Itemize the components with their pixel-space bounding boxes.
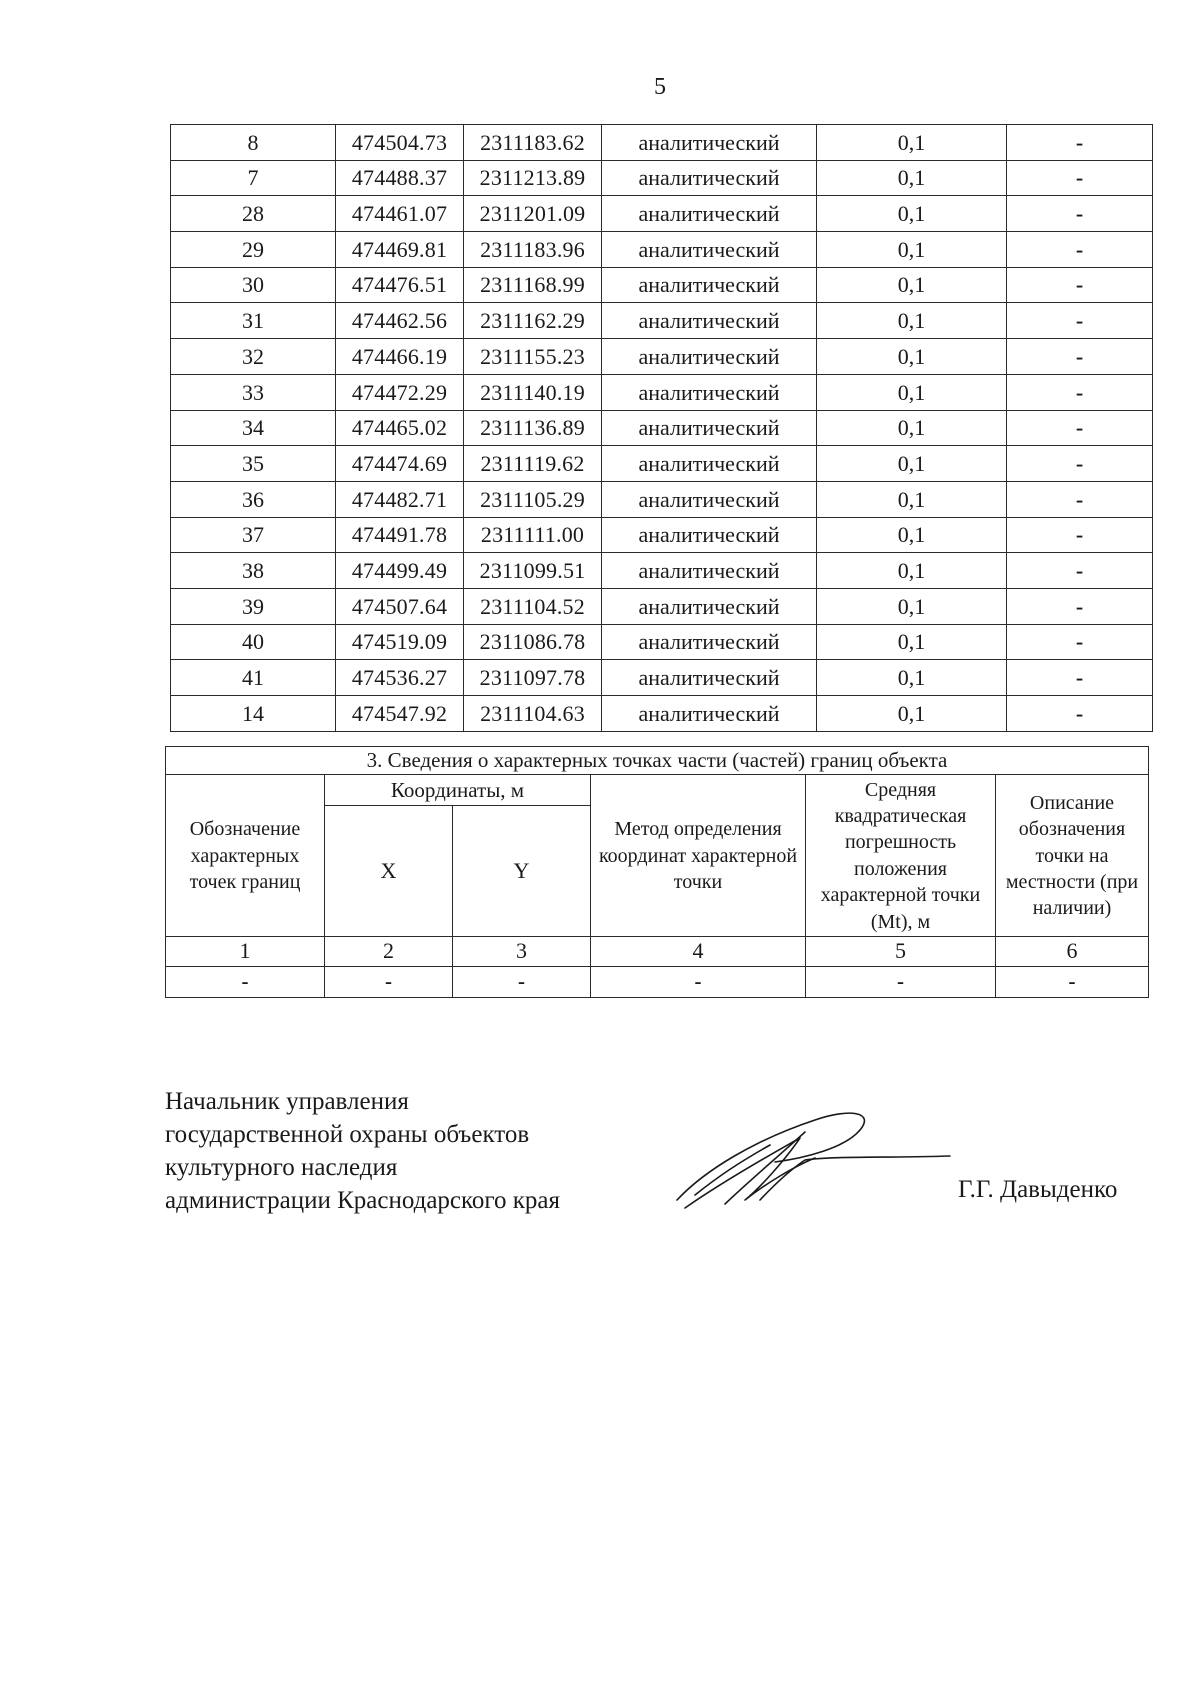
point-id-cell: 34: [171, 410, 336, 446]
description-cell: -: [1007, 588, 1153, 624]
table-row: [171, 303, 1153, 339]
method-cell: аналитический: [602, 339, 817, 375]
method-cell: аналитический: [602, 374, 817, 410]
x-coordinate-cell: 474491.78: [336, 517, 464, 553]
table-row: [171, 160, 1153, 196]
error-cell: 0,1: [817, 660, 1007, 696]
error-cell: 0,1: [817, 696, 1007, 732]
column-number: 2: [325, 937, 453, 967]
table-row: [171, 267, 1153, 303]
header-coordinates: Координаты, м: [325, 775, 591, 806]
error-cell: 0,1: [817, 588, 1007, 624]
description-cell: -: [1007, 553, 1153, 589]
error-cell: 0,1: [817, 553, 1007, 589]
point-id-cell: 32: [171, 339, 336, 375]
table-row: [171, 232, 1153, 268]
description-cell: -: [1007, 517, 1153, 553]
table-row: [171, 588, 1153, 624]
column-number: 6: [996, 937, 1149, 967]
empty-cell: -: [591, 966, 806, 997]
x-coordinate-cell: 474466.19: [336, 339, 464, 375]
x-coordinate-cell: 474472.29: [336, 374, 464, 410]
empty-cell: -: [166, 966, 325, 997]
points-table: [170, 124, 1153, 732]
handwritten-signature: [665, 1100, 955, 1220]
error-cell: 0,1: [817, 446, 1007, 482]
method-cell: аналитический: [602, 267, 817, 303]
x-coordinate-cell: 474469.81: [336, 232, 464, 268]
method-cell: аналитический: [602, 303, 817, 339]
y-coordinate-cell: 2311136.89: [464, 410, 602, 446]
signer-position-line: Начальник управления: [165, 1088, 409, 1115]
error-cell: 0,1: [817, 624, 1007, 660]
y-coordinate-cell: 2311155.23: [464, 339, 602, 375]
table-row: [171, 374, 1153, 410]
table-row: [171, 196, 1153, 232]
point-id-cell: 39: [171, 588, 336, 624]
error-cell: 0,1: [817, 517, 1007, 553]
description-cell: -: [1007, 125, 1153, 161]
error-cell: 0,1: [817, 303, 1007, 339]
y-coordinate-cell: 2311183.62: [464, 125, 602, 161]
points-table-body: [171, 125, 1153, 732]
table-row: [171, 696, 1153, 732]
y-coordinate-cell: 2311111.00: [464, 517, 602, 553]
header-y: Y: [453, 806, 591, 937]
method-cell: аналитический: [602, 160, 817, 196]
method-cell: аналитический: [602, 481, 817, 517]
description-cell: -: [1007, 374, 1153, 410]
section-title: 3. Сведения о характерных точках части (частей) границ объекта: [166, 747, 1149, 775]
point-id-cell: 28: [171, 196, 336, 232]
y-coordinate-cell: 2311183.96: [464, 232, 602, 268]
empty-cell: -: [806, 966, 996, 997]
page-number: 5: [654, 74, 666, 100]
point-id-cell: 29: [171, 232, 336, 268]
point-id-cell: 38: [171, 553, 336, 589]
column-number-row: [166, 937, 1149, 967]
empty-data-row: [166, 966, 1149, 997]
y-coordinate-cell: 2311213.89: [464, 160, 602, 196]
point-id-cell: 37: [171, 517, 336, 553]
point-id-cell: 35: [171, 446, 336, 482]
point-id-cell: 33: [171, 374, 336, 410]
y-coordinate-cell: 2311105.29: [464, 481, 602, 517]
description-cell: -: [1007, 481, 1153, 517]
method-cell: аналитический: [602, 410, 817, 446]
header-method: Метод определения координат характерной точки: [591, 775, 806, 937]
table-row: [171, 624, 1153, 660]
empty-cell: -: [996, 966, 1149, 997]
description-cell: -: [1007, 160, 1153, 196]
method-cell: аналитический: [602, 125, 817, 161]
y-coordinate-cell: 2311119.62: [464, 446, 602, 482]
description-cell: -: [1007, 196, 1153, 232]
empty-cell: -: [325, 966, 453, 997]
table-row: [171, 553, 1153, 589]
description-cell: -: [1007, 696, 1153, 732]
point-id-cell: 7: [171, 160, 336, 196]
header-x: X: [325, 806, 453, 937]
x-coordinate-cell: 474474.69: [336, 446, 464, 482]
table-row: [171, 446, 1153, 482]
x-coordinate-cell: 474488.37: [336, 160, 464, 196]
column-number: 1: [166, 937, 325, 967]
y-coordinate-cell: 2311104.52: [464, 588, 602, 624]
table-row: [171, 481, 1153, 517]
empty-cell: -: [453, 966, 591, 997]
y-coordinate-cell: 2311168.99: [464, 267, 602, 303]
y-coordinate-cell: 2311201.09: [464, 196, 602, 232]
method-cell: аналитический: [602, 232, 817, 268]
error-cell: 0,1: [817, 410, 1007, 446]
method-cell: аналитический: [602, 553, 817, 589]
section3-table: [165, 746, 1149, 998]
point-id-cell: 31: [171, 303, 336, 339]
y-coordinate-cell: 2311140.19: [464, 374, 602, 410]
signer-position: [165, 1085, 560, 1217]
description-cell: -: [1007, 232, 1153, 268]
method-cell: аналитический: [602, 696, 817, 732]
description-cell: -: [1007, 624, 1153, 660]
point-id-cell: 40: [171, 624, 336, 660]
signer-position-line: культурного наследия: [165, 1154, 398, 1181]
method-cell: аналитический: [602, 624, 817, 660]
point-id-cell: 8: [171, 125, 336, 161]
error-cell: 0,1: [817, 481, 1007, 517]
x-coordinate-cell: 474547.92: [336, 696, 464, 732]
table-row: [171, 660, 1153, 696]
error-cell: 0,1: [817, 374, 1007, 410]
x-coordinate-cell: 474507.64: [336, 588, 464, 624]
error-cell: 0,1: [817, 267, 1007, 303]
description-cell: -: [1007, 446, 1153, 482]
description-cell: -: [1007, 410, 1153, 446]
x-coordinate-cell: 474465.02: [336, 410, 464, 446]
method-cell: аналитический: [602, 517, 817, 553]
column-number: 4: [591, 937, 806, 967]
error-cell: 0,1: [817, 196, 1007, 232]
x-coordinate-cell: 474462.56: [336, 303, 464, 339]
x-coordinate-cell: 474536.27: [336, 660, 464, 696]
point-id-cell: 14: [171, 696, 336, 732]
y-coordinate-cell: 2311099.51: [464, 553, 602, 589]
x-coordinate-cell: 474476.51: [336, 267, 464, 303]
table-row: [171, 339, 1153, 375]
error-cell: 0,1: [817, 232, 1007, 268]
column-number: 3: [453, 937, 591, 967]
description-cell: -: [1007, 339, 1153, 375]
table-row: [171, 125, 1153, 161]
point-id-cell: 30: [171, 267, 336, 303]
method-cell: аналитический: [602, 660, 817, 696]
header-designation: Обозначение характерных точек границ: [166, 775, 325, 937]
x-coordinate-cell: 474461.07: [336, 196, 464, 232]
x-coordinate-cell: 474482.71: [336, 481, 464, 517]
table-row: [171, 410, 1153, 446]
point-id-cell: 36: [171, 481, 336, 517]
x-coordinate-cell: 474499.49: [336, 553, 464, 589]
y-coordinate-cell: 2311097.78: [464, 660, 602, 696]
method-cell: аналитический: [602, 196, 817, 232]
column-number: 5: [806, 937, 996, 967]
description-cell: -: [1007, 660, 1153, 696]
header-error: Средняя квадратическая погрешность положения характерной точки (Mt), м: [806, 775, 996, 937]
y-coordinate-cell: 2311104.63: [464, 696, 602, 732]
header-description: Описание обозначения точки на местности (при наличии): [996, 775, 1149, 937]
y-coordinate-cell: 2311162.29: [464, 303, 602, 339]
signer-name: Г.Г. Давыденко: [958, 1176, 1118, 1203]
error-cell: 0,1: [817, 160, 1007, 196]
y-coordinate-cell: 2311086.78: [464, 624, 602, 660]
method-cell: аналитический: [602, 446, 817, 482]
error-cell: 0,1: [817, 125, 1007, 161]
error-cell: 0,1: [817, 339, 1007, 375]
table-row: [171, 517, 1153, 553]
point-id-cell: 41: [171, 660, 336, 696]
description-cell: -: [1007, 303, 1153, 339]
method-cell: аналитический: [602, 588, 817, 624]
x-coordinate-cell: 474519.09: [336, 624, 464, 660]
signer-position-line: государственной охраны объектов: [165, 1121, 530, 1148]
signer-position-line: администрации Краснодарского края: [165, 1187, 561, 1214]
description-cell: -: [1007, 267, 1153, 303]
x-coordinate-cell: 474504.73: [336, 125, 464, 161]
